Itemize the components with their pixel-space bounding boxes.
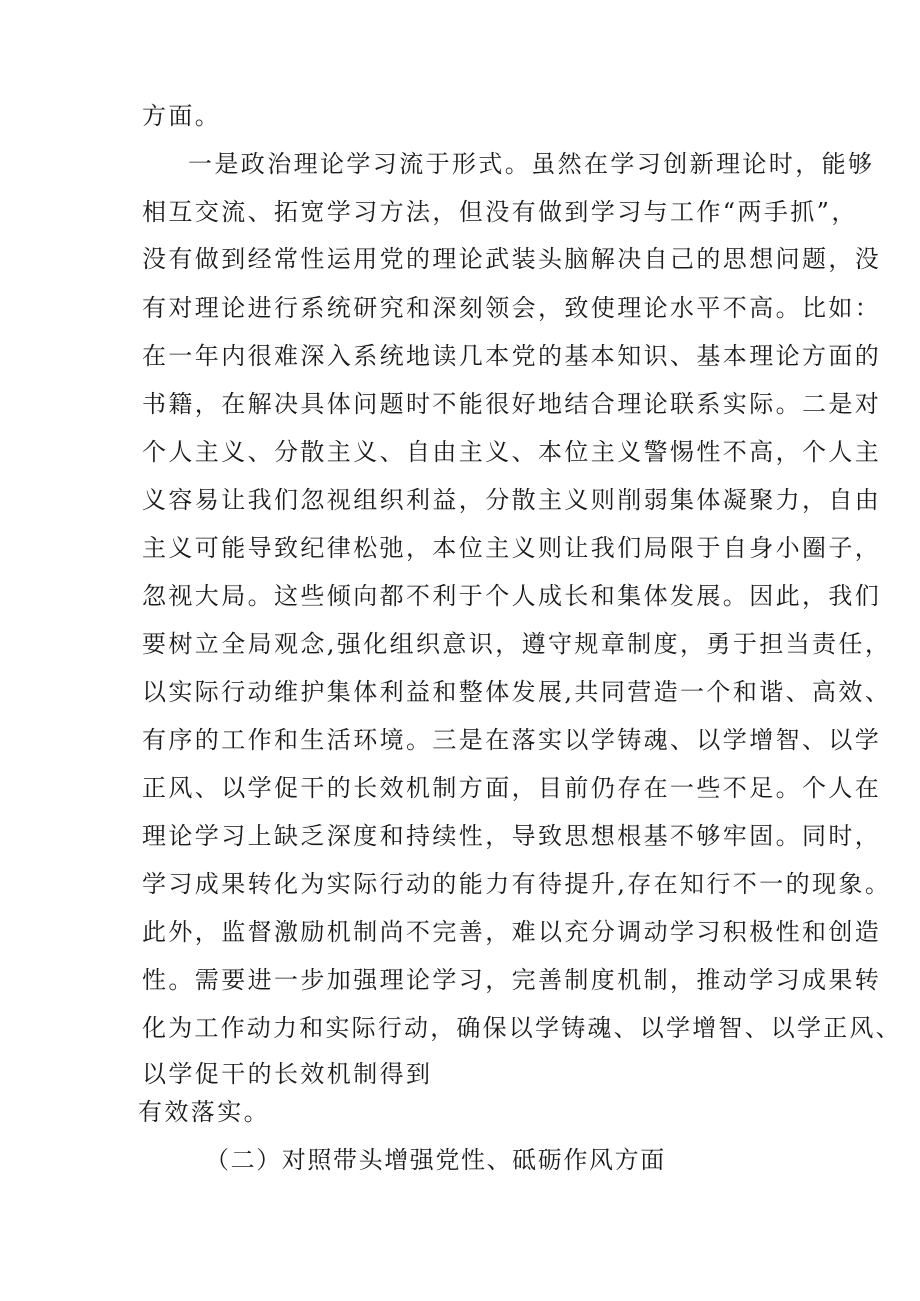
text-line: 在一年内很难深入系统地读几本党的基本知识、基本理论方面的 — [142, 342, 882, 370]
text-line: 书籍，在解决具体问题时不能很好地结合理论联系实际。二是对 — [142, 390, 882, 418]
text-line: 有序的工作和生活环境。三是在落实以学铸魂、以学增智、以学 — [142, 726, 882, 754]
text-line: 正风、以学促干的长效机制方面，目前仍存在一些不足。个人在 — [142, 774, 882, 802]
text-line: 以实际行动维护集体利益和整体发展,共同营造一个和谐、高效、 — [142, 678, 892, 706]
text-line: 主义可能导致纪律松弛，本位主义则让我们局限于自身小圈子， — [142, 534, 882, 562]
text-line: 忽视大局。这些倾向都不利于个人成长和集体发展。因此，我们 — [142, 582, 882, 610]
text-line: 义容易让我们忽视组织利益，分散主义则削弱集体凝聚力，自由 — [142, 486, 882, 514]
section-heading: （二）对照带头增强党性、砥砺作风方面 — [205, 1146, 666, 1174]
text-line: 相互交流、拓宽学习方法，但没有做到学习与工作“两手抓”， — [142, 198, 858, 226]
text-line: 此外，监督激励机制尚不完善，难以充分调动学习积极性和创造 — [142, 918, 882, 946]
paragraph-first-line: 一是政治理论学习流于形式。虽然在学习创新理论时，能够 — [188, 150, 875, 178]
text-line: 个人主义、分散主义、自由主义、本位主义警惕性不高，个人主 — [142, 438, 882, 466]
text-line: 理论学习上缺乏深度和持续性，导致思想根基不够牢固。同时， — [142, 822, 882, 850]
text-line: 学习成果转化为实际行动的能力有待提升,存在知行不一的现象。 — [142, 870, 892, 898]
text-line: 要树立全局观念,强化组织意识，遵守规章制度，勇于担当责任， — [142, 630, 892, 658]
text-line: 没有做到经常性运用党的理论武装头脑解决自己的思想问题，没 — [142, 245, 882, 273]
text-line: 方面。 — [142, 102, 222, 130]
text-line: 有效落实。 — [138, 1098, 270, 1126]
text-line: 以学促干的长效机制得到 — [142, 1060, 433, 1088]
text-line: 性。需要进一步加强理论学习，完善制度机制，推动学习成果转 — [142, 966, 882, 994]
text-line: 化为工作动力和实际行动，确保以学铸魂、以学增智、以学正风、 — [142, 1014, 902, 1042]
text-line: 有对理论进行系统研究和深刻领会，致使理论水平不高。比如： — [142, 294, 882, 322]
